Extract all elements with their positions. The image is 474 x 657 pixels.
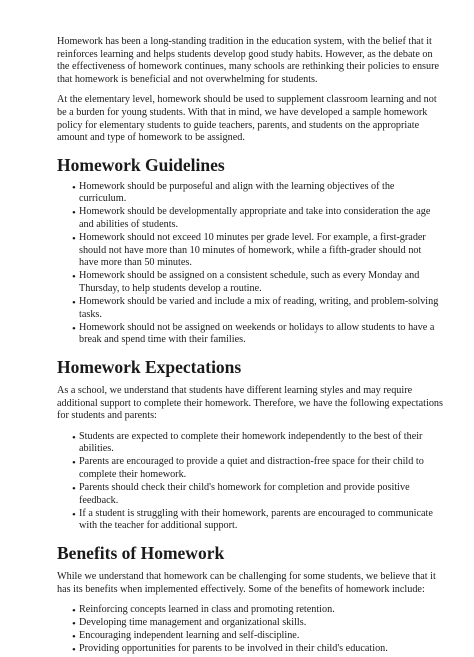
intro-paragraph-2: At the elementary level, homework should be used to supplement classroom learning and not be a burden for young students. With that in mind, we have developed a sample homework policy for elementary students to guide teachers, parents, and students on the appropriate amount and type of homework to be assigned. — [57, 94, 437, 144]
list-item: • Homework should be assigned on a consistent schedule, such as every Monday and Thursday, to help students develop a routine. — [57, 270, 443, 295]
benefits-paragraph: While we understand that homework can be challenging for some students, we believe that it has its benefits when implemented effectively. Some of the benefits of homework include: — [57, 571, 436, 595]
list-item: • Developing time management and organizational skills. — [57, 617, 443, 630]
list-item: • Homework should be developmentally appropriate and take into consideration the age and abilities of students. — [57, 206, 443, 231]
list-item: • Reinforcing concepts learned in class and promoting retention. — [57, 604, 443, 617]
list-item: • If a student is struggling with their homework, parents are encouraged to communicate with the teacher for additional support. — [57, 508, 443, 533]
benefits-list — [57, 604, 443, 656]
intro-paragraph-1: Homework has been a long-standing tradition in the education system, with the belief that it reinforces learning and helps students develop good study habits. However, as the debate on the effectiveness of homework continues, many schools are rethinking their policies to ensure that homework is beneficial and not overwhelming for students. — [57, 36, 440, 85]
list-item: • Homework should not be assigned on weekends or holidays to allow students to have a break and spend time with their families. — [57, 322, 443, 347]
list-item: • Parents are encouraged to provide a quiet and distraction-free space for their child to complete their homework. — [57, 456, 443, 481]
expectations-list — [57, 431, 443, 533]
guidelines-heading: Homework Guidelines — [57, 154, 225, 175]
list-item: • Homework should be varied and include a mix of reading, writing, and problem-solving tasks. — [57, 296, 443, 321]
expectations-paragraph: As a school, we understand that students have different learning styles and may require additional support to complete their homework. Therefore, we have the following expectations for students and parents: — [57, 384, 443, 422]
guidelines-list — [57, 181, 443, 347]
list-item: • Parents should check their child's homework for completion and provide positive feedback. — [57, 482, 443, 507]
list-item: • Students are expected to complete their homework independently to the best of their abilities. — [57, 431, 443, 456]
list-item: • Homework should be purposeful and align with the learning objectives of the curriculum. — [57, 181, 443, 206]
list-item: • Homework should not exceed 10 minutes per grade level. For example, a first-grader should not have more than 10 minutes of homework, while a fifth-grader should not have more than 50 minutes. — [57, 232, 443, 270]
document-page — [57, 36, 443, 657]
list-item: • Providing opportunities for parents to be involved in their child's education. — [57, 643, 443, 656]
list-item: • Encouraging independent learning and self-discipline. — [57, 630, 443, 643]
expectations-heading: Homework Expectations — [57, 356, 242, 377]
benefits-heading: Benefits of Homework — [57, 543, 225, 563]
